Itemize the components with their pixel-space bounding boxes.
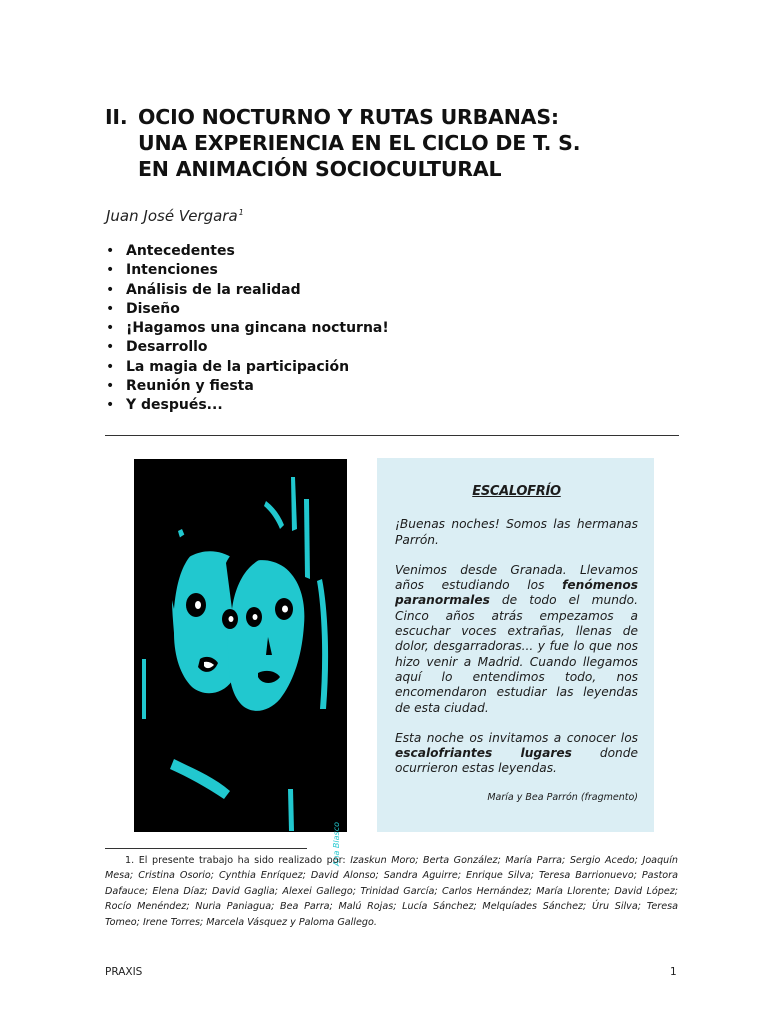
bullet-icon: •	[106, 378, 115, 395]
section-label: Desarrollo	[126, 339, 208, 356]
section-label: Antecedentes	[126, 243, 235, 259]
section-item	[106, 319, 389, 338]
section-item	[106, 261, 389, 280]
bullet-icon: •	[106, 243, 115, 259]
box-paragraph: ¡Buenas noches! Somos las hermanas Parrón.	[395, 517, 638, 547]
chapter-number: II.	[105, 105, 128, 129]
section-label: Y después...	[126, 397, 223, 414]
section-item	[106, 396, 389, 415]
box-paragraph: Venimos desde Granada. Llevamos años estudiando los fenómenos paranormales de todo el mundo. Cinco años atrás empezamos a escuchar voces extrañas, llenas de dolor, desgarradoras... y fue lo que nos hizo venir a Madrid. Cuando llegamos aquí lo entendimos todo, nos encomendaron estudiar las leyendas de esta ciudad.	[395, 562, 638, 715]
section-item	[106, 281, 389, 300]
footnote	[105, 853, 678, 930]
faces-artwork	[134, 459, 347, 832]
bullet-icon: •	[106, 358, 115, 375]
emphasis-text: escalofriantes lugares	[395, 746, 572, 761]
author-name: Juan José Vergara	[106, 207, 238, 225]
bullet-icon: •	[106, 300, 115, 317]
footnote-divider	[105, 848, 307, 849]
chapter-title-lines	[138, 104, 668, 182]
bullet-icon: •	[106, 281, 115, 298]
box-heading: ESCALOFRÍO	[472, 484, 561, 499]
section-item	[106, 300, 389, 319]
section-item	[106, 377, 389, 396]
title-line: EN ANIMACIÓN SOCIOCULTURAL	[138, 157, 502, 181]
bullet-icon: •	[106, 262, 115, 279]
section-label: Intenciones	[126, 262, 218, 279]
bullet-icon: •	[106, 397, 115, 414]
section-label: Diseño	[126, 300, 180, 317]
emphasis-text: fenómenos paranormales	[395, 578, 638, 608]
page-number: 1	[670, 966, 677, 978]
section-item	[106, 338, 389, 357]
bullet-icon: •	[106, 320, 115, 337]
author-line	[106, 207, 244, 225]
section-item	[106, 242, 389, 261]
box-paragraph: Esta noche os invitamos a conocer los escalofriantes lugares donde ocurrieron estas leyendas.	[395, 730, 638, 776]
section-label: Análisis de la realidad	[126, 281, 301, 298]
section-label: La magia de la participación	[126, 358, 350, 375]
footnote-names: Izaskun Moro; Berta González; María Parra; Sergio Acedo; Joaquín Mesa; Cristina Osorio; Cynthia Enríquez; David Alonso; Sandra Aguirre; Enrique Silva; Teresa Barrionuevo; Pastora Dafauce; Elena Díaz; David Gaglia; Alexei Gallego; Trinidad García; Carlos Hernández; María Llorente; David López; Rocío Menéndez; Nuria Paniagua; Bea Parra; Malú Rojas; Lucía Sánchez; Melquíades Sánchez; Úru Silva; Teresa Tomeo; Irene Torres; Marcela Vásquez y Paloma Gallego.	[105, 855, 678, 928]
section-list	[106, 242, 389, 416]
sidebar-box-escalofrio	[377, 458, 654, 832]
section-label: Reunión y fiesta	[126, 378, 254, 395]
title-line: UNA EXPERIENCIA EN EL CICLO DE T. S.	[138, 131, 581, 155]
section-label: ¡Hagamos una gincana nocturna!	[126, 320, 389, 337]
running-footer: PRAXIS	[105, 966, 143, 978]
box-signature: María y Bea Parrón (fragmento)	[487, 791, 638, 803]
section-divider	[105, 435, 679, 436]
footnote-marker[interactable]: 1	[238, 208, 244, 217]
bullet-icon: •	[106, 339, 115, 356]
section-item	[106, 358, 389, 377]
footnote-lead: 1. El presente trabajo ha sido realizado por:	[125, 855, 351, 866]
illustration-credit: Ana Blasco	[332, 822, 341, 867]
title-line: OCIO NOCTURNO Y RUTAS URBANAS:	[138, 105, 559, 129]
